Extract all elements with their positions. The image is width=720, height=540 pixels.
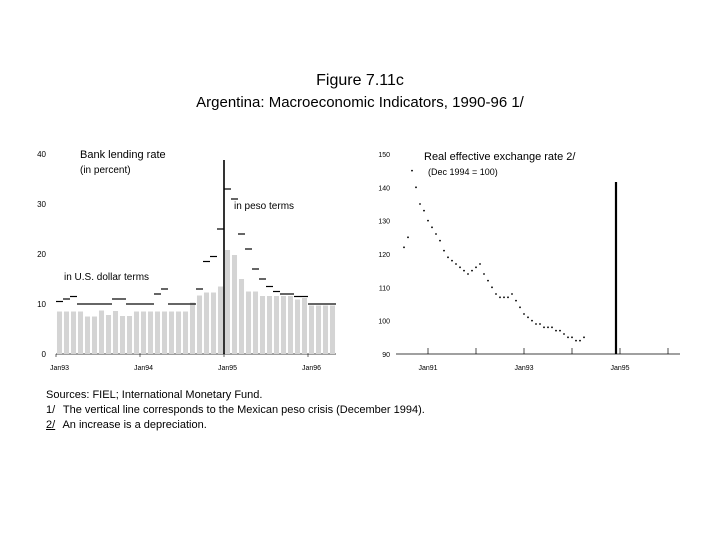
lending-peso-point	[168, 303, 175, 304]
lending-peso-point	[77, 303, 84, 304]
lending-peso-point	[252, 268, 259, 269]
lending-peso-point	[175, 303, 182, 304]
reer-point	[475, 266, 477, 268]
lending-peso-point	[266, 286, 273, 287]
lending-bar	[120, 316, 125, 354]
lending-peso-point	[119, 298, 126, 299]
reer-point	[579, 340, 581, 342]
lending-peso-point	[98, 303, 105, 304]
lending-y-tick: 40	[37, 150, 46, 159]
reer-point	[463, 270, 465, 272]
reer-point	[523, 313, 525, 315]
reer-y-tick: 90	[382, 352, 390, 359]
reer-point	[507, 296, 509, 298]
reer-point	[503, 296, 505, 298]
lending-bar	[92, 317, 97, 355]
lending-peso-point	[217, 228, 224, 229]
lending-peso-point	[182, 303, 189, 304]
reer-point	[535, 323, 537, 325]
lending-peso-point	[126, 303, 133, 304]
lending-y-tick: 30	[37, 200, 46, 209]
reer-point	[559, 330, 561, 332]
lending-x-tick-label: Jan93	[49, 365, 70, 372]
lending-bar	[260, 296, 265, 354]
reer-x-tick-label: Jan95	[610, 365, 630, 372]
lending-bar	[78, 312, 83, 355]
reer-chart-title: Real effective exchange rate 2/	[424, 151, 576, 163]
lending-bar	[295, 300, 300, 355]
lending-x-tick-label: Jan94	[133, 365, 154, 372]
reer-point	[427, 220, 429, 222]
lending-bar	[134, 312, 139, 355]
reer-point	[403, 246, 405, 248]
reer-point	[419, 203, 421, 205]
lending-bar	[190, 303, 195, 355]
lending-bar	[274, 296, 279, 354]
lending-bar	[127, 316, 132, 354]
lending-peso-point	[112, 298, 119, 299]
lending-bar	[246, 292, 251, 355]
reer-point	[551, 326, 553, 328]
reer-point	[459, 266, 461, 268]
lending-peso-point	[259, 278, 266, 279]
lending-peso-point	[301, 296, 308, 297]
reer-point	[563, 333, 565, 335]
lending-bar	[204, 293, 209, 355]
lending-peso-point	[287, 293, 294, 294]
lending-peso-point	[308, 303, 315, 304]
figure-title: Figure 7.11c	[316, 72, 404, 89]
lending-bar	[197, 296, 202, 355]
reer-point	[479, 263, 481, 265]
reer-point	[575, 340, 577, 342]
lending-bar	[169, 312, 174, 355]
lending-usd-bars	[57, 250, 335, 354]
lending-bar	[99, 311, 104, 355]
reer-point	[491, 286, 493, 288]
lending-bar	[316, 306, 321, 355]
reer-point	[467, 273, 469, 275]
footnote-1-text: The vertical line corresponds to the Mexican peso crisis (December 1994).	[62, 404, 425, 416]
lending-peso-point	[196, 288, 203, 289]
reer-point	[555, 330, 557, 332]
lending-peso-point	[245, 248, 252, 249]
lending-bar	[218, 287, 223, 355]
lending-peso-point	[280, 293, 287, 294]
lending-y-tick: 20	[37, 250, 46, 259]
reer-x-tick-labels	[418, 348, 668, 372]
reer-point	[447, 256, 449, 258]
footnote-2-marker: 2/	[46, 419, 56, 431]
lending-peso-point	[315, 303, 322, 304]
reer-y-tick: 140	[378, 185, 390, 193]
figure-notes	[46, 388, 425, 433]
lending-peso-point	[147, 303, 154, 304]
lending-bar	[253, 292, 258, 355]
lending-peso-point	[224, 188, 231, 189]
lending-bar	[239, 279, 244, 354]
lending-peso-point	[161, 288, 168, 289]
lending-bar	[211, 293, 216, 355]
footnote-1	[46, 403, 425, 418]
reer-point	[571, 336, 573, 338]
lending-x-tick-labels	[50, 354, 321, 372]
reer-series	[403, 170, 585, 342]
lending-peso-point	[140, 303, 147, 304]
lending-bar	[281, 296, 286, 354]
lending-x-tick-label: Jan95	[217, 365, 238, 372]
lending-peso-point	[84, 303, 91, 304]
lending-bar	[162, 312, 167, 355]
reer-y-tick: 150	[378, 152, 390, 159]
lending-y-tick: 0	[41, 350, 46, 359]
lending-peso-point	[273, 291, 280, 292]
reer-point	[511, 293, 513, 295]
lending-peso-point	[203, 261, 210, 262]
lending-bar	[176, 312, 181, 355]
reer-point	[539, 323, 541, 325]
lending-x-tick-label: Jan96	[301, 365, 322, 372]
lending-bar	[57, 312, 62, 355]
reer-point	[583, 336, 585, 338]
lending-bar	[232, 255, 237, 354]
lending-bar	[85, 317, 90, 355]
reer-point	[527, 316, 529, 318]
reer-x-tick-label: Jan93	[514, 365, 534, 372]
reer-y-tick: 110	[378, 285, 390, 293]
lending-peso-point	[91, 303, 98, 304]
lending-peso-point	[329, 303, 336, 304]
reer-y-tick: 130	[378, 218, 390, 226]
reer-chart-subtitle: (Dec 1994 = 100)	[428, 167, 498, 177]
reer-point	[423, 210, 425, 212]
footnote-2	[46, 418, 425, 433]
reer-point	[499, 296, 501, 298]
lending-bar	[141, 312, 146, 355]
lending-peso-point	[231, 198, 238, 199]
lending-peso-point	[154, 293, 161, 294]
reer-point	[407, 236, 409, 238]
lending-bar	[183, 312, 188, 355]
reer-point	[443, 250, 445, 252]
lending-bar	[225, 250, 230, 354]
reer-point	[519, 306, 521, 308]
dollar-terms-annotation: in U.S. dollar terms	[64, 272, 150, 283]
footnote-1-marker: 1/	[46, 404, 56, 416]
lending-peso-point	[56, 301, 63, 302]
reer-y-tick: 100	[378, 318, 390, 326]
lending-peso-point	[105, 303, 112, 304]
lending-chart-subtitle: (in percent)	[80, 165, 131, 176]
lending-peso-point	[294, 296, 301, 297]
lending-rate-chart	[37, 149, 336, 372]
reer-chart	[378, 151, 680, 372]
reer-point	[435, 233, 437, 235]
lending-bar	[148, 312, 153, 355]
reer-point	[471, 270, 473, 272]
sources-note: Sources: FIEL; International Monetary Fund.	[46, 389, 263, 401]
reer-point	[483, 273, 485, 275]
lending-peso-point	[210, 256, 217, 257]
lending-bar	[323, 306, 328, 355]
reer-point	[439, 240, 441, 242]
lending-bar	[309, 306, 314, 355]
lending-chart-title: Bank lending rate	[80, 149, 166, 161]
reer-point	[451, 260, 453, 262]
reer-point	[455, 263, 457, 265]
lending-bar	[113, 311, 118, 354]
lending-bar	[330, 306, 335, 355]
lending-y-tick: 10	[37, 300, 46, 309]
reer-point	[487, 280, 489, 282]
lending-bar	[64, 312, 69, 355]
reer-point	[411, 170, 413, 172]
reer-point	[543, 326, 545, 328]
lending-bar	[267, 296, 272, 354]
lending-bar	[71, 312, 76, 355]
reer-y-tick: 120	[378, 252, 390, 259]
reer-point	[531, 320, 533, 322]
lending-peso-point	[70, 296, 77, 297]
lending-peso-point	[322, 303, 329, 304]
figure-subtitle: Argentina: Macroeconomic Indicators, 1990-96 1/	[196, 94, 524, 111]
lending-peso-point	[189, 303, 196, 304]
reer-y-tick-labels	[378, 152, 390, 359]
reer-point	[567, 336, 569, 338]
lending-peso-point	[63, 298, 70, 299]
lending-y-tick-labels	[37, 150, 46, 359]
lending-bar	[302, 298, 307, 354]
footnote-2-text: An increase is a depreciation.	[62, 419, 207, 431]
lending-peso-point	[238, 233, 245, 234]
reer-x-tick-label: Jan91	[418, 365, 438, 372]
lending-bar	[155, 312, 160, 355]
reer-point	[415, 186, 417, 188]
lending-peso-point	[133, 303, 140, 304]
reer-point	[495, 293, 497, 295]
peso-terms-annotation: in peso terms	[234, 201, 295, 212]
lending-bar	[106, 315, 111, 354]
reer-point	[515, 300, 517, 302]
lending-bar	[288, 296, 293, 354]
reer-point	[431, 226, 433, 228]
reer-point	[547, 326, 549, 328]
